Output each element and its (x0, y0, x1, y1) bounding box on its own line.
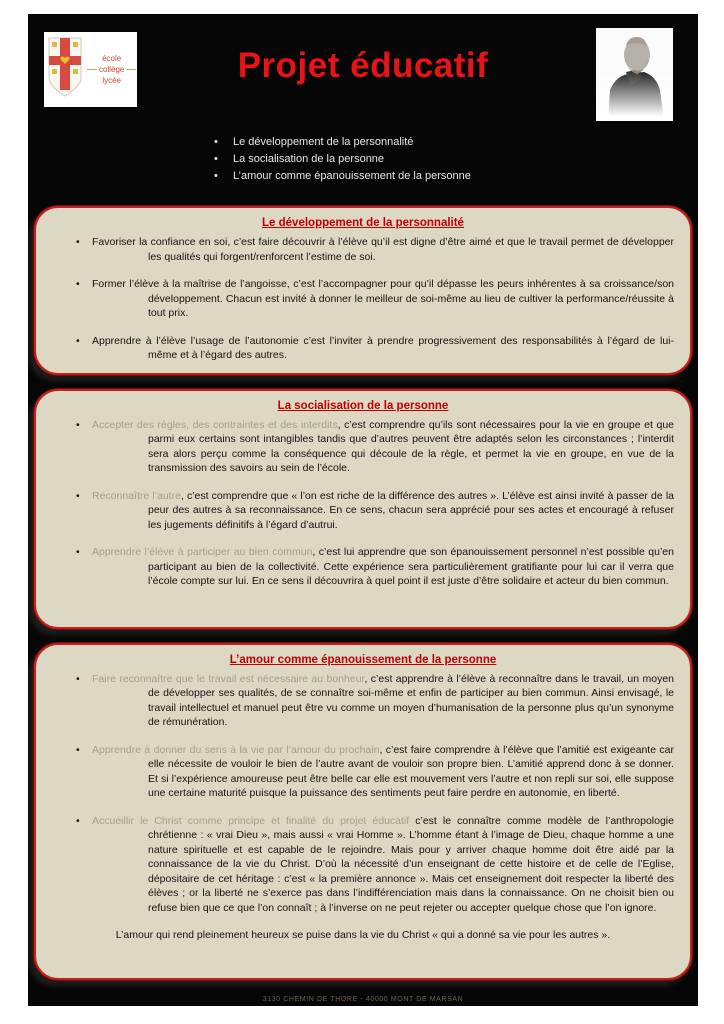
bullet-item-lead: Apprendre à donner du sens à la vie par l’amour du prochain (92, 743, 380, 756)
bullet-item (48, 334, 678, 363)
bullet-icon: • (76, 418, 80, 431)
portrait-photo (596, 28, 673, 121)
bullet-item-lead: Accepter des règles, des contraintes et des interdits (92, 418, 338, 431)
section-heading: La socialisation de la personne (277, 399, 449, 412)
section-heading: Le développement de la personnalité (262, 217, 464, 229)
bullet-item (48, 545, 678, 589)
bullet-icon: • (76, 334, 80, 347)
bullet-item-lead: Faire reconnaître que le travail est nécessaire au bonheur (92, 672, 365, 685)
bullet-item-text: , c’est faire comprendre à l’élève que l’amitié est exigeante car elle nécessite de vouloir le bien de l’autre avant de vouloir son propre bien. L’amitié apprend donc à se donner. Et si l’expérience amoureuse peut être belle car elle est mouvement vers l’autre et non repli sur soi, elle suppose une certaine maturité puisque la puissance des sentiments peut faire perdre en autonomie, en liberté. (148, 743, 675, 799)
intro-item-label: Le développement de la personnalité (233, 136, 414, 148)
closing-line: L’amour qui rend pleinement heureux se puise dans la vie du Christ « qui a donné sa vie pour les autres ». (115, 929, 611, 941)
intro-item-label: L’amour comme épanouissement de la personne (233, 170, 471, 182)
bullet-item-text: Apprendre à l’élève l’usage de l’autonomie c’est l’inviter à prendre progressivement des responsabilités à l’égard de lui-même et à l’égard des autres. (92, 334, 674, 361)
logo-line-lycee: lycée (102, 76, 122, 85)
intro-list (214, 134, 471, 185)
bullet-icon: • (76, 743, 80, 756)
document-canvas (28, 14, 698, 1006)
bullet-item-text: , c’est comprendre que « l’on est riche de la différence des autres ». L’élève est ainsi invité à passer de la peur des autres à sa reconnaissance. En ce sens, chacun sera apprécié pour ses actes et encouragé à refuser les jugements définitifs à l’égard d’autrui. (148, 489, 675, 531)
bullet-icon: • (76, 672, 80, 685)
intro-item (214, 134, 471, 151)
bullet-icon: • (214, 136, 218, 148)
intro-item (214, 151, 471, 168)
bullet-item-text: , c’est comprendre qu’ils sont nécessaires pour la vie en groupe et que parmi eux certains sont intangibles tandis que d’autres peuvent être adaptés selon les circonstances ; l’interdit sera alors perçu comme la conséquence qui découle de la règle, et permet la vie en groupe, en vue de la transmission des savoirs au sein de l’école. (148, 418, 674, 474)
intro-item-label: La socialisation de la personne (233, 153, 385, 165)
bullet-item-lead: Apprendre l’élève à participer au bien commun (92, 546, 313, 558)
page-title: Projet éducatif (237, 46, 489, 85)
bullet-icon: • (214, 153, 218, 165)
section-panel-socialisation (34, 389, 692, 629)
bullet-icon: • (214, 170, 218, 182)
bullet-item-text: Favoriser la confiance en soi, c’est faire découvrir à l’élève qu’il est digne d’être aimé et que le travail permet de développer les qualités qui forgent/renforcent l’estime de soi. (92, 236, 674, 263)
section-panel-developpement (34, 206, 692, 375)
section-heading: L’amour comme épanouissement de la personne (229, 653, 497, 666)
bullet-item (48, 814, 678, 916)
bullet-item (48, 672, 678, 730)
bullet-item (48, 489, 678, 533)
logo-line-college: collège (99, 65, 125, 74)
logo-line-ecole: école (102, 54, 122, 63)
bullet-icon: • (76, 489, 80, 502)
section-panel-amour (34, 643, 692, 980)
bullet-icon: • (76, 546, 80, 558)
bullet-item-lead: Reconnaître l’autre (92, 489, 181, 502)
bullet-item-lead: Accueillir le Christ comme principe et finalité du projet éducatif (92, 814, 410, 827)
bullet-item (48, 235, 678, 264)
bullet-item-text: , c’est lui apprendre que son épanouissement personnel n’est possible qu’en participant au bien de la collectivité. Cette expérience sera particulièrement gratifiante pour lui car il verra que l’école compte sur lui. En ce sens il découvrira à quel point il est juste d’être solidaire et acteur du bien commun. (148, 546, 674, 587)
footer-address: 3130 CHEMIN DE THORE - 40000 MONT DE MARSAN (262, 996, 464, 1003)
bullet-icon: • (76, 278, 80, 290)
bullet-item (48, 277, 678, 321)
bullet-item-text: c’est le connaître comme modèle de l’anthropologie chrétienne : « vrai Dieu », mais aussi « vrai Homme ». L’homme étant à l’image de Dieu, chaque homme a une nature spirituelle et est capable de le rejoindre. Mais pour y arriver chaque homme doit être aidé par la connaissance de la vie du Christ. D’où la nécessité d’un enseignant de cette histoire et de celle de l’Eglise, dépositaire de cet héritage : c’est « la première annonce ». Mais cet enseignement doit respecter la liberté des élèves ; or la liberté ne s’exerce pas dans l’indifférenciation mais dans la connaissance. On ne choisit bien ou refuse bien que ce que l’on connaît ; à l’inverse on ne peut rejeter ou accepter quelque chose que l’on ignore. (148, 814, 674, 914)
bullet-icon: • (76, 236, 80, 248)
bullet-item-text: , c’est apprendre à l’élève à reconnaître dans le travail, un moyen de développer ses qualités, de se connaître soi-même et enfin de participer au bien commun. Ainsi envisagé, le travail intellectuel et manuel peut être vu comme un moyen d’humanisation de la personne plus qu’un synonyme de rémunération. (148, 672, 675, 728)
bullet-item (48, 418, 678, 476)
intro-item (214, 168, 471, 185)
document-header (28, 14, 698, 206)
bullet-icon: • (76, 814, 80, 827)
bullet-item (48, 743, 678, 801)
bullet-item-text: Former l’élève à la maîtrise de l’angoisse, c’est l’accompagner pour qu’il dépasse les peurs inhérentes à sa croissance/son développement. Chacun est invité à donner le meilleur de soi-même au lieu de cultiver la performance/réussite à tout prix. (92, 278, 674, 319)
